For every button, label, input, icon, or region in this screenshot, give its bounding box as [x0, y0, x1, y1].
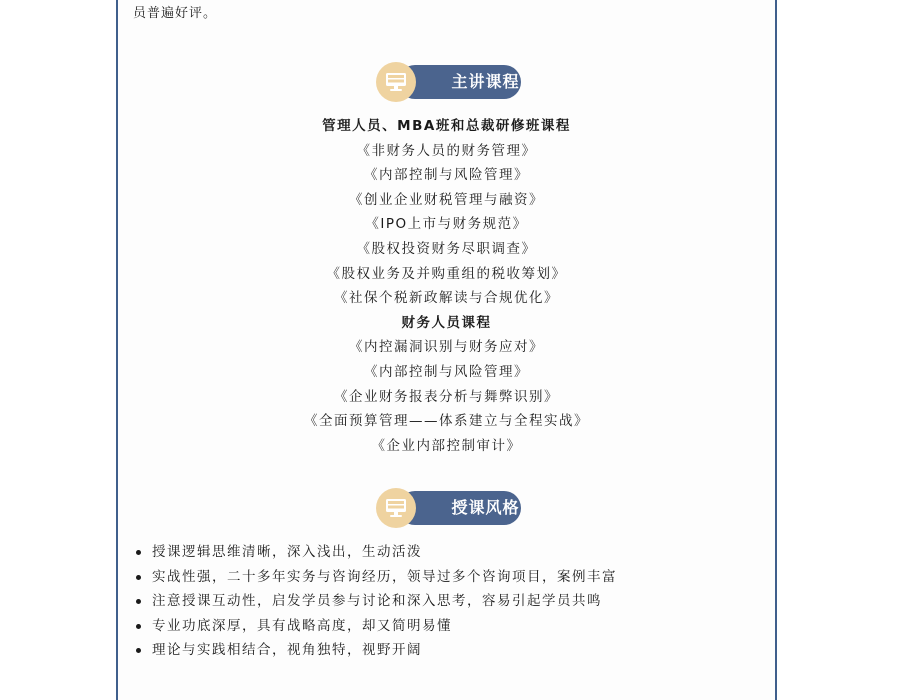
- section-header-style: [376, 488, 526, 528]
- bullet-icon: [136, 599, 141, 604]
- section-title: 主讲课程: [451, 72, 520, 91]
- intro-text-tail: 员普遍好评。: [133, 6, 218, 21]
- course-item: 《内部控制与风险管理》: [364, 363, 529, 380]
- course-item: 《内控漏洞识别与财务应对》: [349, 339, 544, 356]
- section-icon-badge: [376, 488, 416, 528]
- course-item: 《股权投资财务尽职调查》: [356, 240, 537, 257]
- list-item: [136, 540, 617, 565]
- course-item: 《企业内部控制审计》: [371, 437, 522, 454]
- content-panel: [116, 0, 777, 700]
- teaching-style-list: [136, 540, 617, 663]
- list-item-text: 理论与实践相结合，视角独特，视野开阔: [152, 642, 422, 658]
- list-item: [136, 614, 617, 639]
- course-item: 《企业财务报表分析与舞弊识别》: [334, 388, 559, 405]
- section-title-pill: [398, 491, 521, 525]
- course-item: 《创业企业财税管理与融资》: [349, 191, 544, 208]
- course-item: 《社保个税新政解读与合规优化》: [334, 290, 559, 307]
- course-item: 《股权业务及并购重组的税收筹划》: [326, 265, 567, 282]
- course-item: 《全面预算管理——体系建立与全程实战》: [304, 413, 589, 430]
- list-item: [136, 638, 617, 663]
- section-title: 授课风格: [451, 498, 520, 517]
- course-group-heading: 财务人员课程: [401, 314, 492, 331]
- course-list: [118, 114, 775, 458]
- list-item-text: 实战性强，二十多年实务与咨询经历，领导过多个咨询项目，案例丰富: [152, 568, 617, 585]
- monitor-icon: [385, 72, 407, 92]
- bullet-icon: [136, 624, 141, 629]
- course-item: 《IPO上市与财务规范》: [365, 216, 528, 233]
- list-item-text: 专业功底深厚，具有战略高度，却又简明易懂: [152, 617, 452, 634]
- list-item: [136, 565, 617, 590]
- section-header-courses: [376, 62, 526, 102]
- course-group-heading: 管理人员、MBA班和总裁研修班课程: [322, 118, 571, 134]
- section-title-pill: [398, 65, 521, 99]
- course-item: 《内部控制与风险管理》: [364, 167, 529, 184]
- bullet-icon: [136, 648, 141, 653]
- section-icon-badge: [376, 62, 416, 102]
- monitor-icon: [385, 498, 407, 518]
- course-item: 《非财务人员的财务管理》: [356, 142, 537, 159]
- list-item: [136, 589, 617, 614]
- bullet-icon: [136, 550, 141, 555]
- bullet-icon: [136, 575, 141, 580]
- list-item-text: 授课逻辑思维清晰，深入浅出，生动活泼: [152, 544, 422, 560]
- list-item-text: 注意授课互动性，启发学员参与讨论和深入思考，容易引起学员共鸣: [152, 593, 602, 609]
